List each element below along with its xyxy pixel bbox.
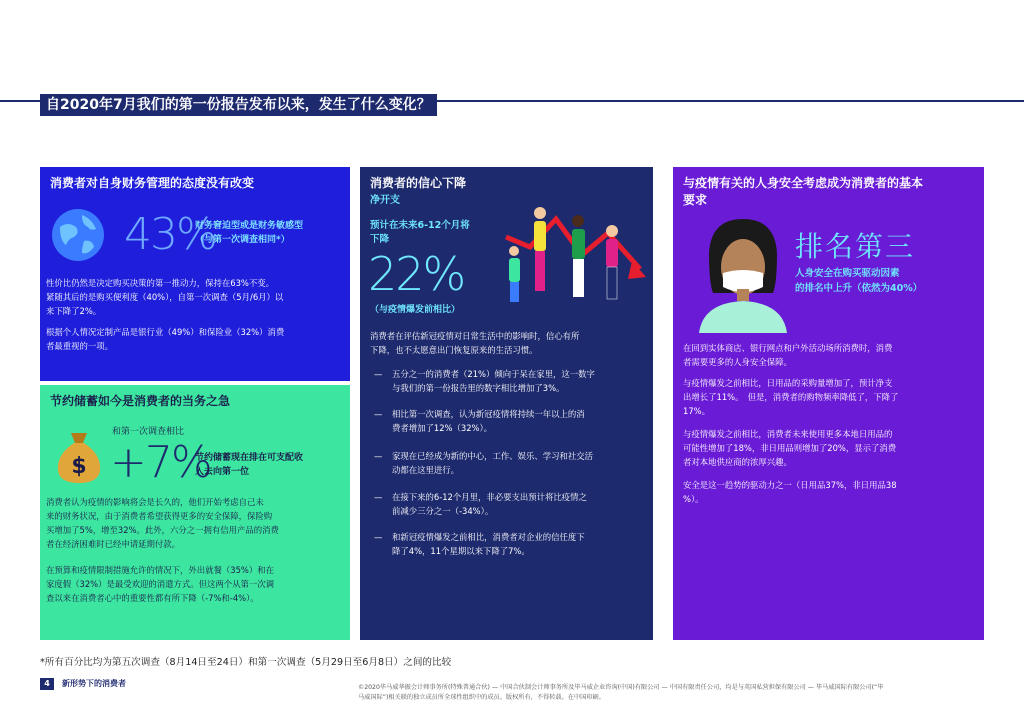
- paragraph-line: 买增加了5%，增至32%。此外，六分之一拥有信用产品的消费: [46, 525, 279, 535]
- bullet-line: 家现在已经成为新的中心，工作、娱乐、学习和社交活: [392, 451, 593, 461]
- paragraph-line: 与疫情爆发之前相比，消费者未来使用更多本地日用品的: [683, 429, 893, 439]
- card-title: 节约储蓄如今是消费者的当务之急: [50, 394, 231, 408]
- globe-icon: [50, 207, 106, 263]
- stat-label-1: 财务窘迫型或是财务敏感型: [195, 221, 304, 231]
- svg-text:$: $: [71, 454, 87, 479]
- rank-sub-2: 的排名中上升（依然为40%）: [795, 283, 923, 294]
- bullet-line: 费者增加了12%（32%）。: [392, 423, 493, 433]
- stat-43-percent: 43%: [124, 209, 216, 260]
- forecast-label-2: 下降: [370, 234, 390, 245]
- bullet-line: 前减少三分之一（-34%）。: [392, 506, 494, 516]
- paragraph-line: 来下降了2%。: [46, 306, 102, 316]
- paragraph-line: 消费者认为疫情的影响将会是长久的，他们开始考虑自己未: [46, 497, 264, 507]
- paragraph-line: %）。: [683, 494, 704, 504]
- bullet-dash: —: [374, 451, 383, 461]
- intro-line: 下降，也不太愿意出门恢复原来的生活习惯。: [370, 345, 538, 355]
- bullet-dash: —: [374, 492, 383, 502]
- bullet-line: 降了4%，11个星期以来下降了7%。: [392, 546, 530, 556]
- page-number: 4: [40, 678, 54, 690]
- paragraph-line: 在回到实体商店、银行网点和户外活动场所消费时，消费: [683, 343, 893, 353]
- paragraph-line: 在预算和疫情限制措施允许的情况下，外出就餐（35%）和在: [46, 565, 274, 575]
- forecast-label-1: 预计在未来6-12个月将: [370, 220, 470, 231]
- footnote: *所有百分比均为第五次调查（8月14日至24日）和第一次调查（5月29日至6月8日）之间的比较: [40, 657, 452, 668]
- paragraph-line: 可能性增加了18%，非日用品则增加了20%，显示了消费: [683, 443, 897, 453]
- subtitle: 净开支: [370, 195, 400, 206]
- card-savings: [40, 385, 350, 640]
- bullet-line: 相比第一次调查，认为新冠疫情将持续一年以上的消: [392, 409, 585, 419]
- intro-line: 消费者在评估新冠疫情对日常生活中的影响时，信心有所: [370, 331, 580, 341]
- stat-label-2: 入去向第一位: [195, 467, 250, 477]
- stat-label-2: （与第一次调查相同*）: [195, 235, 290, 245]
- paragraph-line: 者需要更多的人身安全保障。: [683, 357, 792, 367]
- page-title: 自2020年7月我们的第一份报告发布以来，发生了什么变化？: [40, 94, 437, 116]
- paragraph-line: 来的财务状况，由于消费者希望获得更多的安全保障，保险购: [46, 511, 273, 521]
- bullet-line: 动都在这里进行。: [392, 465, 459, 475]
- card-title-line-1: 与疫情有关的人身安全考虑成为消费者的基本: [683, 176, 924, 190]
- copyright-line: ©2020毕马威华振会计师事务所(特殊普通合伙) — 中国合伙制会计师事务所及毕马威企业咨询(中国)有限公司 — 中国有限责任公司，均是与英国私营担保有限公司 — 毕马威国际有限公司(“毕: [358, 684, 884, 691]
- paragraph-line: 性价比仍然是决定购买决策的第一推动力，保持在63%不变。: [46, 278, 274, 288]
- paragraph-line: 根据个人情况定制产品是银行业（49%）和保险业（32%）消费: [46, 327, 285, 337]
- card-title-line-2: 要求: [683, 193, 708, 207]
- card-personal-safety: [673, 167, 984, 640]
- compare-label: （与疫情爆发前相比）: [370, 305, 461, 315]
- copyright-line: 马威国际”)相关联的独立成员所全球性组织中的成员。版权所有，不得转载。在中国印刷。: [358, 694, 605, 701]
- card-confidence: [360, 167, 653, 640]
- paragraph-line: 者在经济困难时已经申请延期付款。: [46, 539, 180, 549]
- bullet-line: 在接下来的6-12个月里，非必要支出预计将比疫情之: [392, 492, 587, 502]
- bullet-line: 与我们的第一份报告里的数字相比增加了3%。: [392, 383, 565, 393]
- running-title: 新形势下的消费者: [62, 679, 126, 688]
- paragraph-line: 出增长了11%。 但是，消费者的购物频率降低了，下降了: [683, 392, 899, 402]
- stat-label-1: 节约储蓄现在排在可支配收: [195, 453, 304, 463]
- paragraph-line: 者对本地供应商的浓厚兴趣。: [683, 457, 792, 467]
- bullet-dash: —: [374, 369, 383, 379]
- paragraph-line: 家度假（32%）是最受欢迎的消遣方式。但这两个从第一次调: [46, 579, 274, 589]
- compare-label: 和第一次调查相比: [112, 427, 185, 437]
- rank-sub-1: 人身安全在购买驱动因素: [795, 268, 900, 279]
- bullet-line: 五分之一的消费者（21%）倾向于呆在家里，这一数字: [392, 369, 595, 379]
- paragraph-line: 者最重视的一项。: [46, 341, 113, 351]
- bullet-dash: —: [374, 532, 383, 542]
- rank-label: 排名第三: [795, 230, 916, 263]
- paragraph-line: 与疫情爆发之前相比，日用品的采购量增加了，预计净支: [683, 378, 893, 388]
- card-title: 消费者的信心下降: [370, 176, 467, 190]
- copyright: [358, 683, 998, 703]
- paragraph-line: 紧随其后的是购买便利度（40%），自第一次调查（5月/6月）以: [46, 292, 284, 302]
- stat-22-percent: 22%: [368, 247, 465, 301]
- paragraph-line: 17%。: [683, 406, 710, 416]
- paragraph-line: 安全是这一趋势的驱动力之一（日用品37%，非日用品38: [683, 480, 897, 490]
- bullet-dash: —: [374, 409, 383, 419]
- bullet-line: 和新冠疫情爆发之前相比，消费者对企业的信任度下: [392, 532, 585, 542]
- masked-person-icon: [693, 215, 793, 333]
- paragraph-line: 查以来在消费者心中的重要性都有所下降（-7%和-4%）。: [46, 593, 259, 603]
- stat-plus-7-percent: +7%: [110, 437, 211, 488]
- money-bag-icon: [54, 429, 104, 485]
- people-declining-chart-icon: [500, 197, 648, 307]
- card-title: 消费者对自身财务管理的态度没有改变: [50, 176, 255, 190]
- card-financial-attitude: [40, 167, 350, 381]
